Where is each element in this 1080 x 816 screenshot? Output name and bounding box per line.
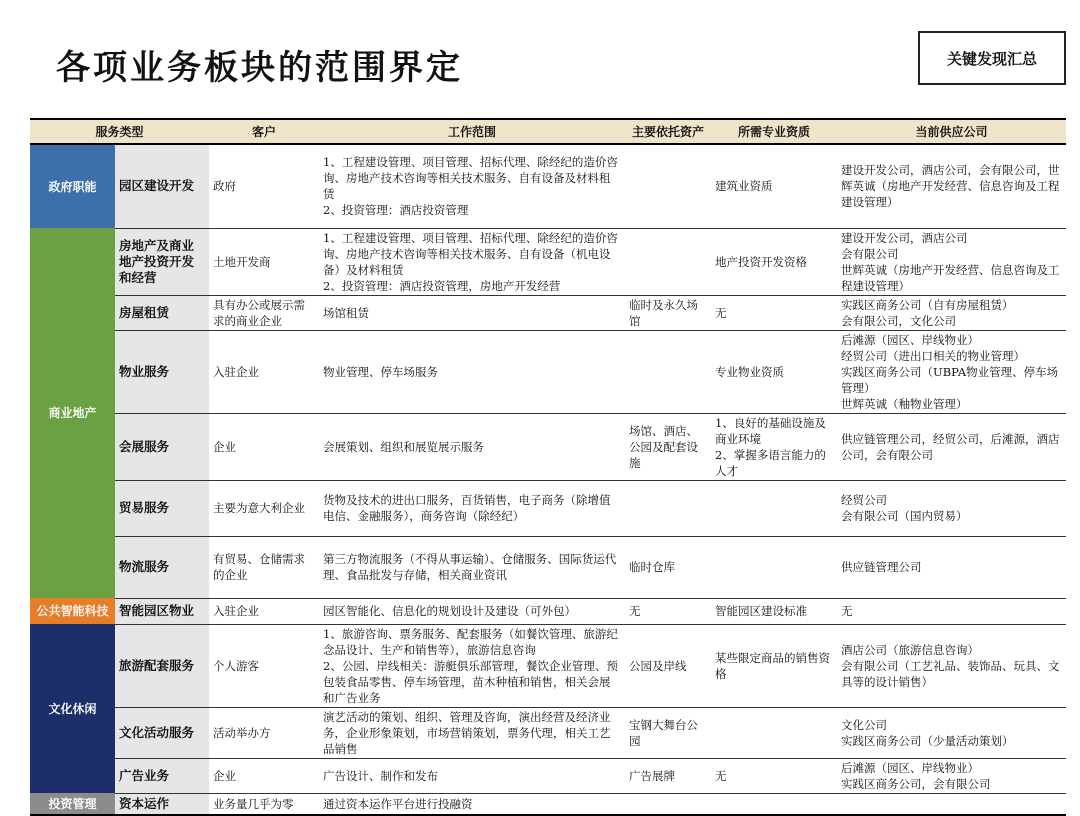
scope-cell: 演艺活动的策划、组织、管理及咨询，演出经营及经济业务，企业形象策划，市场营销策划，票务代理，相关工艺品销售 [319,707,625,758]
table-row [30,480,1066,536]
client-cell: 企业 [209,413,319,480]
category-gov: 政府职能 [30,144,115,228]
assets-cell [625,793,711,815]
supplier-cell: 建设开发公司，酒店公司，会有限公司，世辉英诚（房地产开发经营、信息咨询及工程建设管理） [837,144,1066,228]
scope-cell: 1、工程建设管理、项目管理、招标代理、除经纪的造价咨询、房地产技术咨询等相关技术服务、自有设备（机电设备）及材料租赁 2、投资管理：酒店投资管理，房地产开发经营 [319,228,625,295]
scope-cell: 园区智能化、信息化的规划设计及建设（可外包） [319,598,625,624]
category-com: 商业地产 [30,228,115,598]
client-cell: 活动举办方 [209,707,319,758]
client-cell: 有贸易、仓储需求的企业 [209,536,319,598]
client-cell: 主要为意大利企业 [209,480,319,536]
assets-cell: 场馆、酒店、公园及配套设施 [625,413,711,480]
scope-cell: 通过资本运作平台进行投融资 [319,793,625,815]
table-row [30,598,1066,624]
client-cell: 个人游客 [209,624,319,707]
service-name-cell: 旅游配套服务 [115,624,209,707]
table-row [30,624,1066,707]
scope-cell: 广告设计、制作和发布 [319,758,625,793]
table-row [30,536,1066,598]
qualification-cell [711,480,837,536]
supplier-cell: 供应链管理公司 [837,536,1066,598]
assets-cell: 公园及岸线 [625,624,711,707]
service-name-cell: 广告业务 [115,758,209,793]
client-cell: 政府 [209,144,319,228]
qualification-cell: 专业物业资质 [711,330,837,413]
service-name-cell: 物业服务 [115,330,209,413]
table-header-row [30,119,1066,144]
table-row [30,330,1066,413]
service-name-cell: 物流服务 [115,536,209,598]
category-pub: 公共智能科技 [30,598,115,624]
service-name-cell: 房屋租赁 [115,295,209,330]
client-cell: 入驻企业 [209,330,319,413]
header-supplier: 当前供应公司 [837,119,1066,144]
header-qualification: 所需专业资质 [711,119,837,144]
supplier-cell: 后滩源（园区、岸线物业） 经贸公司（进出口相关的物业管理） 实践区商务公司（UBPA物业管理、停车场管理） 世辉英诚（釉物业管理） [837,330,1066,413]
table-row [30,413,1066,480]
qualification-cell [711,793,837,815]
qualification-cell: 建筑业资质 [711,144,837,228]
assets-cell: 临时及永久场馆 [625,295,711,330]
assets-cell: 广告展牌 [625,758,711,793]
scope-cell: 货物及技术的进出口服务，百货销售，电子商务（除增值电信、金融服务），商务咨询（除经纪） [319,480,625,536]
supplier-cell [837,793,1066,815]
service-name-cell: 会展服务 [115,413,209,480]
qualification-cell [711,707,837,758]
client-cell: 入驻企业 [209,598,319,624]
category-cul: 文化休闲 [30,624,115,793]
qualification-cell [711,536,837,598]
assets-cell [625,330,711,413]
client-cell: 土地开发商 [209,228,319,295]
supplier-cell: 实践区商务公司（自有房屋租赁） 会有限公司，文化公司 [837,295,1066,330]
service-name-cell: 智能园区物业 [115,598,209,624]
qualification-cell: 无 [711,295,837,330]
client-cell: 企业 [209,758,319,793]
key-findings-button[interactable]: 关键发现汇总 [918,31,1066,85]
business-scope-table [30,118,1066,816]
assets-cell: 无 [625,598,711,624]
assets-cell [625,480,711,536]
category-inv: 投资管理 [30,793,115,815]
supplier-cell: 后滩源（园区、岸线物业） 实践区商务公司，会有限公司 [837,758,1066,793]
service-name-cell: 园区建设开发 [115,144,209,228]
header-client: 客户 [209,119,319,144]
scope-cell: 第三方物流服务（不得从事运输）、仓储服务、国际货运代理、食品批发与存储，相关商业资讯 [319,536,625,598]
scope-cell: 场馆租赁 [319,295,625,330]
table-row [30,758,1066,793]
table-row [30,144,1066,228]
qualification-cell: 1、良好的基础设施及商业环境 2、掌握多语言能力的人才 [711,413,837,480]
header-assets: 主要依托资产 [625,119,711,144]
table-row [30,793,1066,815]
scope-cell: 物业管理、停车场服务 [319,330,625,413]
table-row [30,707,1066,758]
supplier-cell: 文化公司 实践区商务公司（少量活动策划） [837,707,1066,758]
scope-cell: 会展策划、组织和展览展示服务 [319,413,625,480]
client-cell: 具有办公或展示需求的商业企业 [209,295,319,330]
supplier-cell: 建设开发公司，酒店公司 会有限公司 世辉英诚（房地产开发经营、信息咨询及工程建设管理） [837,228,1066,295]
scope-cell: 1、工程建设管理、项目管理、招标代理、除经纪的造价咨询、房地产技术咨询等相关技术服务、自有设备及材料租赁 2、投资管理：酒店投资管理 [319,144,625,228]
header-service-type: 服务类型 [30,119,209,144]
supplier-cell: 供应链管理公司，经贸公司，后滩源，酒店公司，会有限公司 [837,413,1066,480]
qualification-cell: 无 [711,758,837,793]
assets-cell [625,228,711,295]
service-name-cell: 房地产及商业地产投资开发和经营 [115,228,209,295]
supplier-cell: 无 [837,598,1066,624]
header-scope: 工作范围 [319,119,625,144]
assets-cell: 临时仓库 [625,536,711,598]
client-cell: 业务量几乎为零 [209,793,319,815]
assets-cell [625,144,711,228]
page-title: 各项业务板块的范围界定 [56,48,463,88]
qualification-cell: 地产投资开发资格 [711,228,837,295]
qualification-cell: 某些限定商品的销售资格 [711,624,837,707]
service-name-cell: 文化活动服务 [115,707,209,758]
assets-cell: 宝钢大舞台公园 [625,707,711,758]
table-row [30,228,1066,295]
scope-cell: 1、旅游咨询、票务服务、配套服务（如餐饮管理、旅游纪念品设计、生产和销售等），旅游信息咨询 2、公园、岸线相关：游艇俱乐部管理，餐饮企业管理、预包装食品零售、停车场管理，苗木种植和销售，相关会展和广告业务 [319,624,625,707]
table-row [30,295,1066,330]
qualification-cell: 智能园区建设标准 [711,598,837,624]
supplier-cell: 经贸公司 会有限公司（国内贸易） [837,480,1066,536]
service-name-cell: 贸易服务 [115,480,209,536]
service-name-cell: 资本运作 [115,793,209,815]
supplier-cell: 酒店公司（旅游信息咨询） 会有限公司（工艺礼品、装饰品、玩具、文具等的设计销售） [837,624,1066,707]
